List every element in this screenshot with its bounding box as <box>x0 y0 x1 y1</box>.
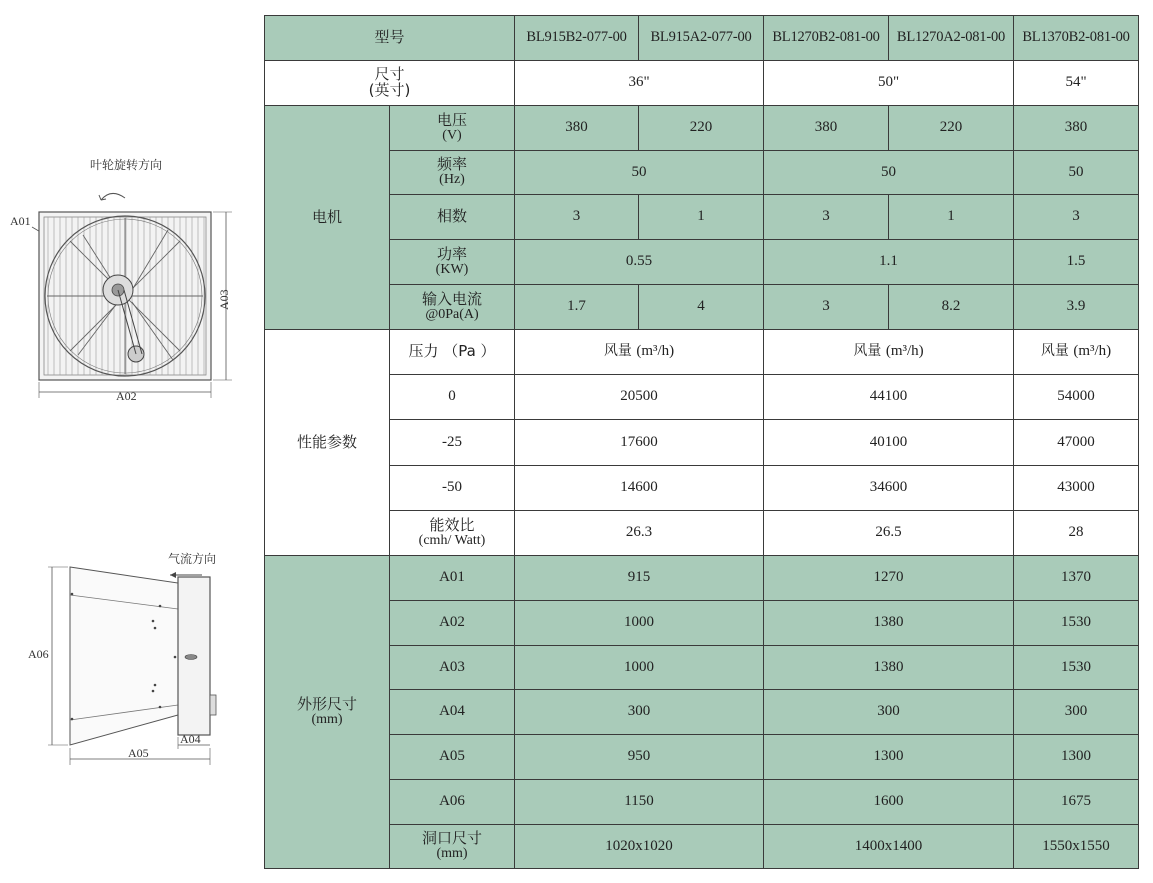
voltage-label: 电压 <box>437 110 468 129</box>
dimension-value: 1530 <box>1014 601 1139 646</box>
power-value: 1.1 <box>764 240 1014 285</box>
dimension-value: 1600 <box>764 780 1014 825</box>
dimension-value: 915 <box>515 556 764 601</box>
model-cell: BL1370B2-081-00 <box>1014 16 1139 61</box>
pressure-value: -25 <box>390 420 515 466</box>
dimension-name: A06 <box>390 780 515 825</box>
performance-row <box>265 466 1139 511</box>
voltage-label-cell <box>390 106 515 151</box>
power-label: 功率 <box>437 244 468 263</box>
pressure-value: 0 <box>390 375 515 420</box>
dimension-value: 1300 <box>1014 735 1139 780</box>
spec-table <box>264 15 1139 869</box>
size-value: 50" <box>764 61 1014 106</box>
dimension-name: A02 <box>390 601 515 646</box>
handle <box>185 655 197 660</box>
dimension-value: 1300 <box>764 735 1014 780</box>
phase-value: 1 <box>889 195 1014 240</box>
frequency-value: 50 <box>515 151 764 195</box>
opening-label-cell <box>390 825 515 869</box>
model-row <box>265 16 1139 61</box>
opening-label: 洞口尺寸 <box>422 829 483 848</box>
voltage-value: 380 <box>764 106 889 151</box>
efficiency-label-cell <box>390 511 515 556</box>
frequency-value: 50 <box>1014 151 1139 195</box>
efficiency-unit: (cmh/ Watt) <box>418 532 486 548</box>
opening-value: 1550x1550 <box>1014 825 1139 869</box>
size-value: 54" <box>1014 61 1139 106</box>
dimension-row <box>265 690 1139 735</box>
airflow-value: 34600 <box>764 466 1014 511</box>
dimension-value: 1530 <box>1014 646 1139 690</box>
airflow-direction-caption: 气流方向 <box>168 552 217 566</box>
efficiency-row <box>265 511 1139 556</box>
power-row <box>265 240 1139 285</box>
size-label: 尺寸 <box>374 65 405 84</box>
dimensions-group-label: 外形尺寸 <box>296 694 357 713</box>
dimension-value: 1150 <box>515 780 764 825</box>
airflow-value: 14600 <box>515 466 764 511</box>
dimension-row <box>265 780 1139 825</box>
voltage-unit: (V) <box>442 127 462 143</box>
a05-label: A05 <box>128 746 149 760</box>
current-value: 8.2 <box>889 285 1014 330</box>
pressure-header-row <box>265 330 1139 375</box>
side-view-drawing <box>20 545 250 770</box>
dimension-row <box>265 735 1139 780</box>
dimension-value: 1000 <box>515 601 764 646</box>
airflow-value: 43000 <box>1014 466 1139 511</box>
phase-value: 1 <box>639 195 764 240</box>
phase-value: 3 <box>1014 195 1139 240</box>
airflow-value: 17600 <box>515 420 764 466</box>
front-view-drawing <box>8 150 248 410</box>
efficiency-value: 26.3 <box>515 511 764 556</box>
efficiency-value: 28 <box>1014 511 1139 556</box>
current-value: 4 <box>639 285 764 330</box>
phase-value: 3 <box>515 195 639 240</box>
dimension-value: 300 <box>1014 690 1139 735</box>
voltage-value: 220 <box>639 106 764 151</box>
airflow-header: 风量 (m³/h) <box>1014 330 1139 375</box>
airflow-value: 54000 <box>1014 375 1139 420</box>
current-label: 输入电流 <box>422 289 483 308</box>
a01-label: A01 <box>10 214 31 228</box>
power-label-cell <box>390 240 515 285</box>
frequency-row <box>265 151 1139 195</box>
pressure-header: 压力 （Pa ） <box>390 330 515 375</box>
dimension-name: A05 <box>390 735 515 780</box>
phase-label: 相数 <box>390 195 515 240</box>
airflow-header: 风量 (m³/h) <box>764 330 1014 375</box>
performance-group-label: 性能参数 <box>265 330 390 556</box>
opening-unit: (mm) <box>436 846 468 862</box>
airflow-header: 风量 (m³/h) <box>515 330 764 375</box>
efficiency-value: 26.5 <box>764 511 1014 556</box>
dimension-value: 300 <box>515 690 764 735</box>
current-label-cell <box>390 285 515 330</box>
frequency-label: 频率 <box>437 155 468 174</box>
a04-label: A04 <box>180 732 201 746</box>
dimension-name: A04 <box>390 690 515 735</box>
frequency-value: 50 <box>764 151 1014 195</box>
a06-label: A06 <box>28 647 49 661</box>
motor-group-label: 电机 <box>265 106 390 330</box>
voltage-value: 220 <box>889 106 1014 151</box>
dimension-name: A03 <box>390 646 515 690</box>
cone-housing <box>70 567 178 745</box>
opening-value: 1400x1400 <box>764 825 1014 869</box>
dimension-value: 1370 <box>1014 556 1139 601</box>
current-value: 1.7 <box>515 285 639 330</box>
phase-row <box>265 195 1139 240</box>
dimensions-group-unit: (mm) <box>311 711 343 727</box>
a02-label: A02 <box>116 389 137 403</box>
dimension-value: 1000 <box>515 646 764 690</box>
model-cell: BL1270B2-081-00 <box>764 16 889 61</box>
dimension-name: A01 <box>390 556 515 601</box>
phase-value: 3 <box>764 195 889 240</box>
model-cell: BL915B2-077-00 <box>515 16 639 61</box>
dimension-value: 1675 <box>1014 780 1139 825</box>
airflow-value: 47000 <box>1014 420 1139 466</box>
motor-housing <box>210 695 216 715</box>
airflow-value: 44100 <box>764 375 1014 420</box>
current-unit: @0Pa(A) <box>425 306 479 322</box>
power-unit: (KW) <box>435 261 469 277</box>
pressure-value: -50 <box>390 466 515 511</box>
model-cell: BL915A2-077-00 <box>639 16 764 61</box>
size-label-cell <box>265 61 515 106</box>
efficiency-label: 能效比 <box>429 515 475 534</box>
size-row <box>265 61 1139 106</box>
opening-row <box>265 825 1139 869</box>
a03-label: A03 <box>217 289 231 310</box>
dimension-value: 1380 <box>764 601 1014 646</box>
voltage-value: 380 <box>515 106 639 151</box>
current-value: 3.9 <box>1014 285 1139 330</box>
current-value: 3 <box>764 285 889 330</box>
model-cell: BL1270A2-081-00 <box>889 16 1014 61</box>
model-header: 型号 <box>265 16 515 61</box>
power-value: 0.55 <box>515 240 764 285</box>
frequency-label-cell <box>390 151 515 195</box>
dimension-value: 1270 <box>764 556 1014 601</box>
airflow-value: 40100 <box>764 420 1014 466</box>
dimensions-group-label-cell <box>265 556 390 869</box>
performance-row <box>265 420 1139 466</box>
voltage-value: 380 <box>1014 106 1139 151</box>
rotation-direction-caption: 叶轮旋转方向 <box>90 158 163 172</box>
dimension-row <box>265 601 1139 646</box>
dimension-value: 1380 <box>764 646 1014 690</box>
dimension-value: 300 <box>764 690 1014 735</box>
frequency-unit: (Hz) <box>439 172 465 188</box>
performance-row <box>265 375 1139 420</box>
size-unit: (英寸) <box>368 81 411 99</box>
dimension-row <box>265 556 1139 601</box>
opening-value: 1020x1020 <box>515 825 764 869</box>
power-value: 1.5 <box>1014 240 1139 285</box>
current-row <box>265 285 1139 330</box>
dimension-row <box>265 646 1139 690</box>
voltage-row <box>265 106 1139 151</box>
airflow-value: 20500 <box>515 375 764 420</box>
dimension-value: 950 <box>515 735 764 780</box>
size-value: 36" <box>515 61 764 106</box>
